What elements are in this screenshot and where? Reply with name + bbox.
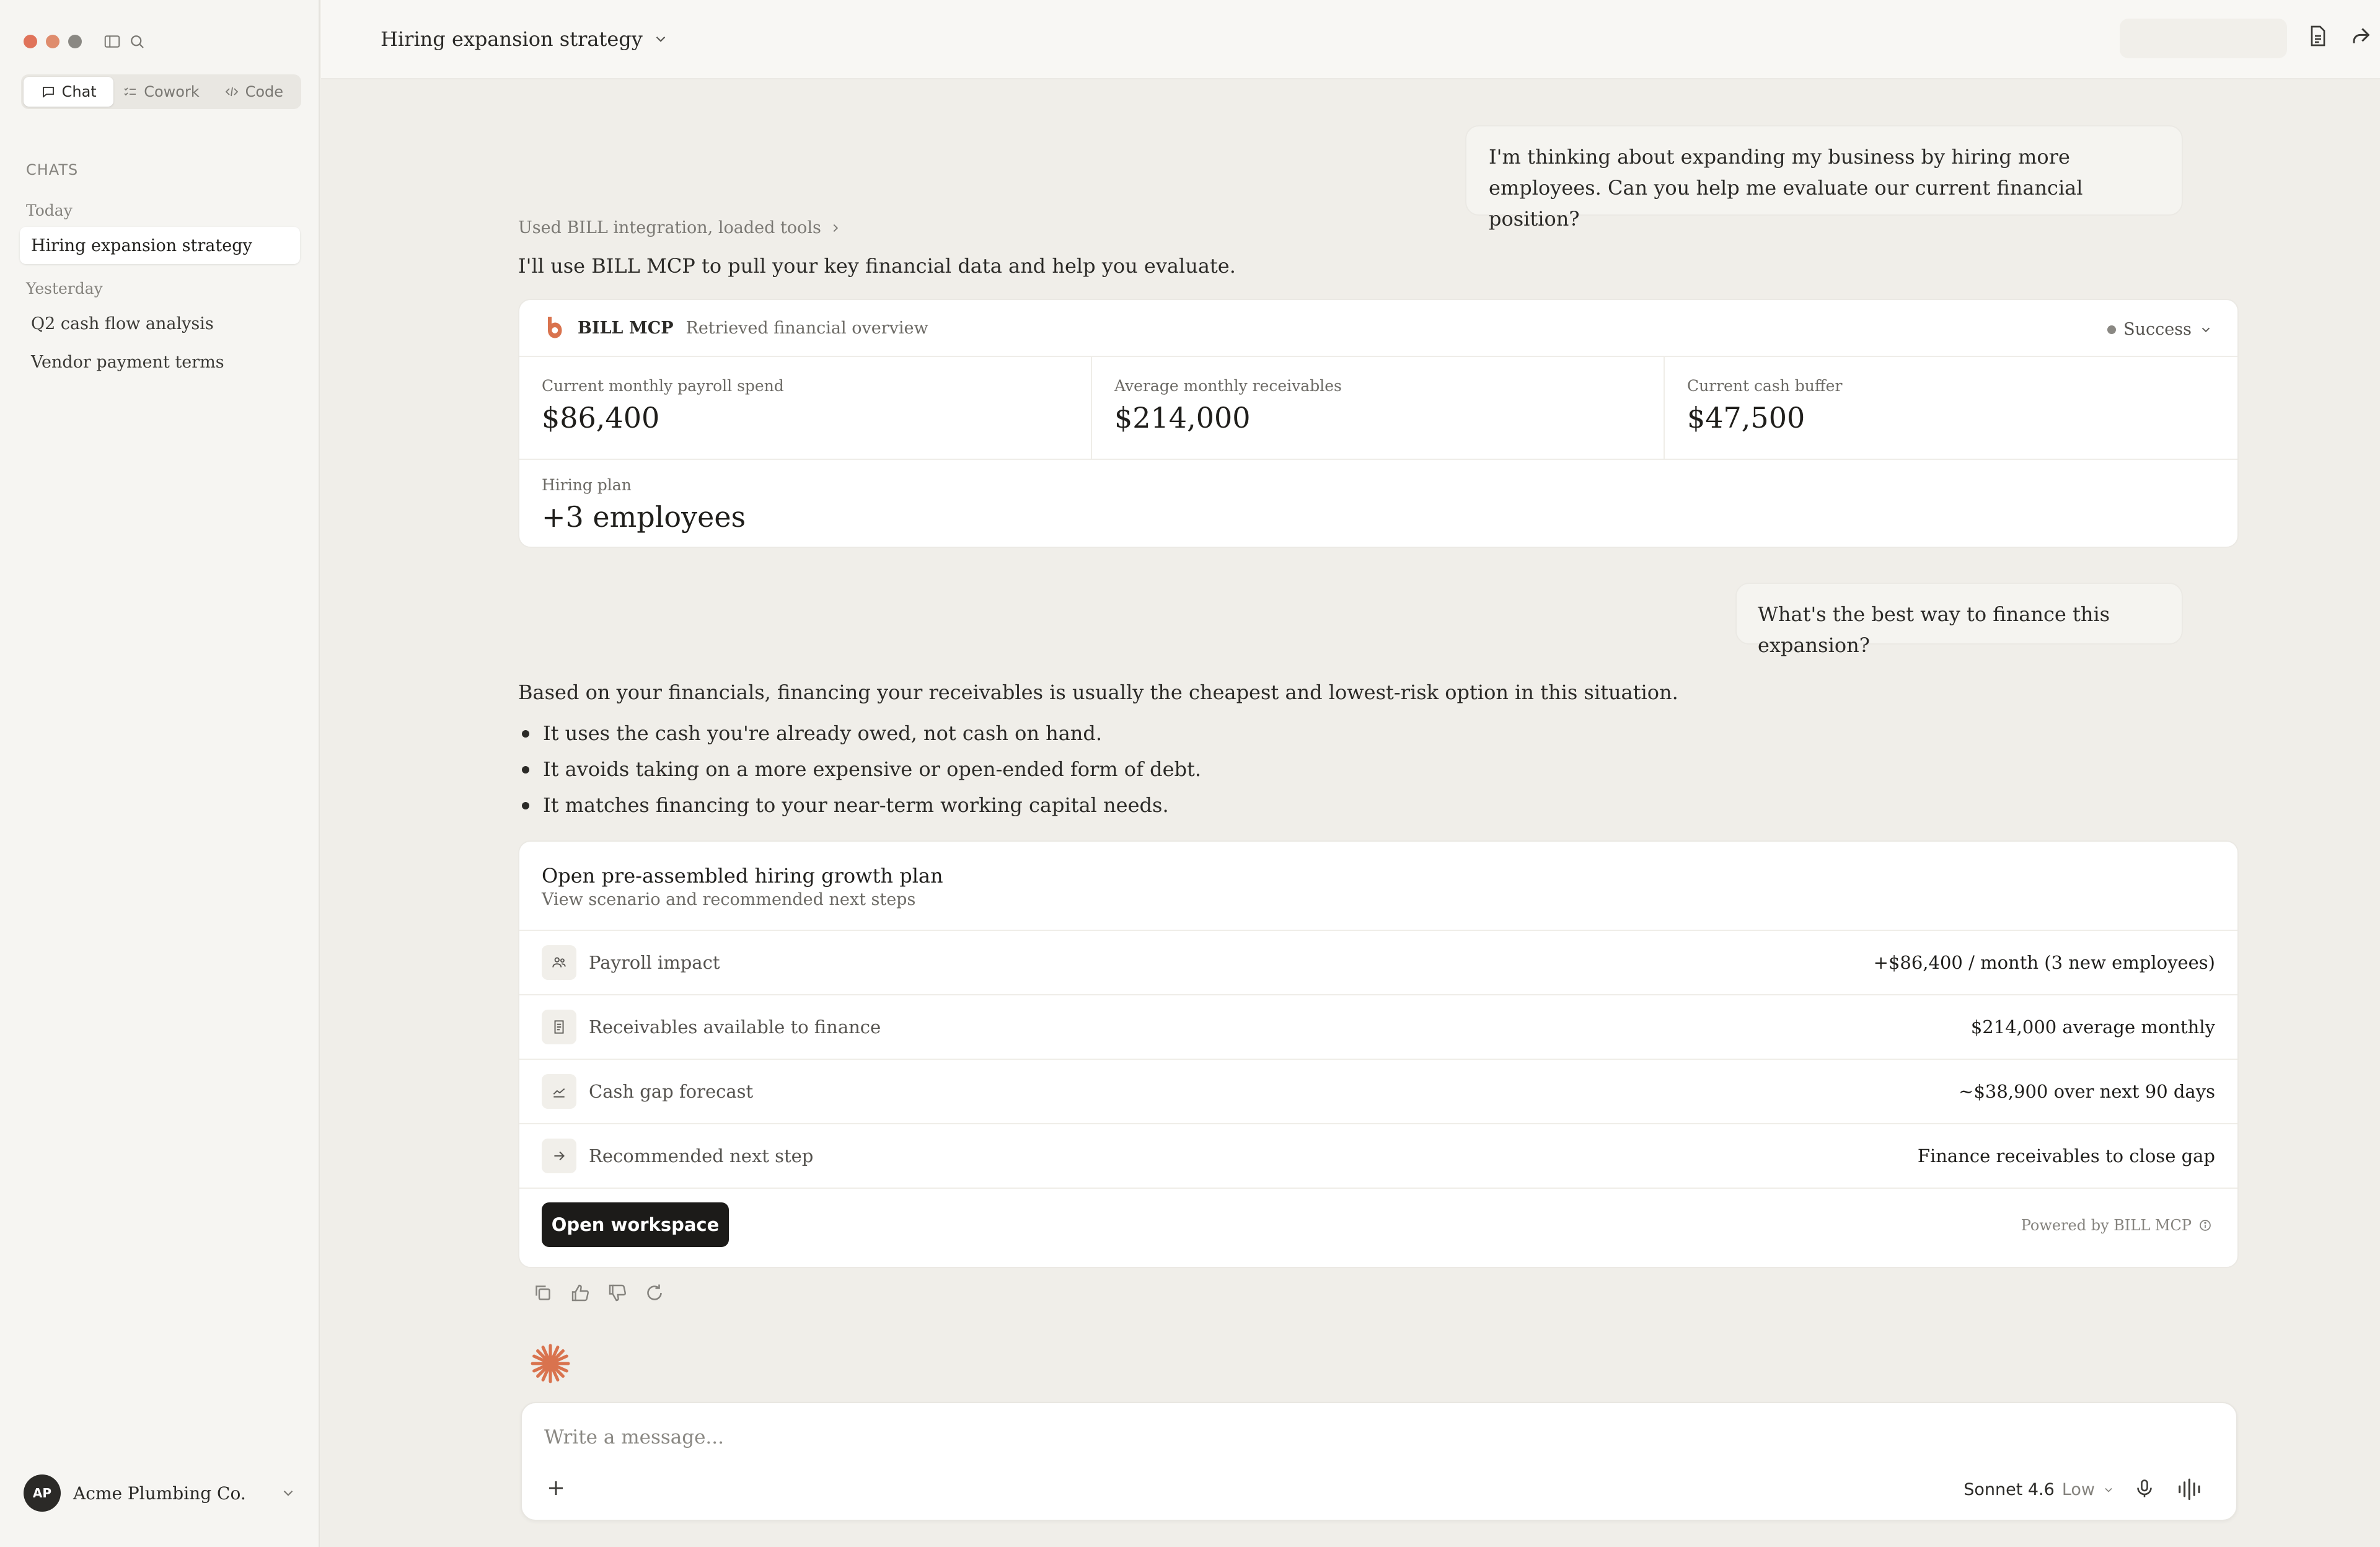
assistant-intro: I'll use BILL MCP to pull your key financial data and help you evaluate. <box>518 254 1236 278</box>
sidebar-chat-hiring-expansion[interactable] <box>20 227 300 264</box>
mcp-description: Retrieved financial overview <box>685 318 928 338</box>
divider <box>1664 357 1665 459</box>
metric-value: $47,500 <box>1687 401 1805 434</box>
sidebar <box>0 0 320 1547</box>
plan-row-receivables <box>519 994 2237 1059</box>
account-menu[interactable] <box>24 1474 296 1512</box>
top-bar-placeholder <box>2120 19 2287 58</box>
row-value: +$86,400 / month (3 new employees) <box>1873 952 2215 973</box>
search-icon[interactable] <box>128 32 146 51</box>
code-brackets-icon <box>224 84 239 99</box>
metric-label: Current monthly payroll spend <box>542 377 784 395</box>
chevron-down-icon <box>2199 323 2213 337</box>
retry-icon[interactable] <box>643 1282 666 1304</box>
top-bar <box>321 0 2380 79</box>
metric-hiring-plan <box>542 476 746 534</box>
message-input[interactable] <box>544 1422 1784 1453</box>
metric-receivables <box>1114 377 1342 434</box>
mode-chat-label: Chat <box>61 83 97 100</box>
trend-chart-icon <box>542 1074 576 1109</box>
sidebar-chat-q2-cash-flow[interactable] <box>20 305 300 342</box>
checklist-icon <box>123 84 138 99</box>
close-window-button[interactable] <box>24 35 37 48</box>
row-value: $214,000 average monthly <box>1970 1016 2215 1038</box>
model-name: Sonnet 4.6 <box>1963 1480 2055 1499</box>
chats-section-label: CHATS <box>26 161 79 178</box>
row-value: Finance receivables to close gap <box>1917 1145 2215 1166</box>
plan-row-cash-gap <box>519 1059 2237 1123</box>
people-icon <box>542 945 576 980</box>
tool-usage-text: Used BILL integration, loaded tools <box>518 218 821 237</box>
tool-usage-toggle[interactable] <box>518 218 842 237</box>
status-badge[interactable] <box>2107 320 2213 339</box>
conversation-title-menu[interactable] <box>381 27 669 51</box>
chevron-down-icon <box>280 1485 296 1501</box>
receipt-icon <box>542 1010 576 1044</box>
row-label: Receivables available to finance <box>589 1016 881 1038</box>
user-message <box>1735 583 2183 657</box>
powered-by-text: Powered by BILL MCP <box>2021 1217 2192 1234</box>
minimize-window-button[interactable] <box>46 35 60 48</box>
copy-icon[interactable] <box>532 1282 554 1304</box>
metric-payroll <box>542 377 784 434</box>
group-label-yesterday: Yesterday <box>26 280 103 298</box>
status-text: Success <box>2123 320 2192 339</box>
metric-label: Current cash buffer <box>1687 377 1843 395</box>
message-actions <box>532 1282 666 1304</box>
document-icon[interactable] <box>2306 24 2330 48</box>
chevron-down-icon <box>2102 1484 2115 1496</box>
assistant-reply: Based on your financials, financing your receivables is usually the cheapest and lowest-risk option in this situation. <box>518 681 1678 704</box>
model-selector[interactable] <box>1963 1480 2115 1499</box>
metric-value: $214,000 <box>1114 401 1251 434</box>
message-composer <box>521 1402 2237 1521</box>
powered-by <box>2021 1217 2213 1234</box>
mode-toggle <box>21 74 301 109</box>
window-controls <box>24 35 82 48</box>
arrow-right-icon <box>542 1139 576 1173</box>
microphone-icon[interactable] <box>2133 1478 2156 1500</box>
metric-cash-buffer <box>1687 377 1842 434</box>
account-name: Acme Plumbing Co. <box>73 1483 246 1504</box>
maximize-window-button[interactable] <box>68 35 82 48</box>
plan-row-payroll <box>519 930 2237 994</box>
thumbs-down-icon[interactable] <box>606 1282 628 1304</box>
user-message-text: I'm thinking about expanding my business by hiring more employees. Can you help me evaluate our current financial position? <box>1489 145 2083 231</box>
user-message-text: What's the best way to finance this expansion? <box>1758 602 2110 657</box>
chat-bubble-icon <box>41 84 56 99</box>
metric-label: Average monthly receivables <box>1114 377 1342 395</box>
row-label: Payroll impact <box>589 952 720 973</box>
effort-level: Low <box>2061 1480 2095 1499</box>
page-title: Hiring expansion strategy <box>381 27 643 51</box>
claude-spark-icon <box>529 1342 571 1385</box>
plus-icon[interactable] <box>544 1476 568 1500</box>
plan-subtitle: View scenario and recommended next steps <box>542 890 916 909</box>
sidebar-chat-label: Vendor payment terms <box>31 352 224 372</box>
bill-logo-icon <box>544 315 563 341</box>
metric-label: Hiring plan <box>542 476 632 494</box>
sidebar-toggle-icon[interactable] <box>103 32 121 51</box>
info-icon[interactable] <box>2198 1218 2213 1233</box>
plan-title: Open pre-assembled hiring growth plan <box>542 864 943 888</box>
share-icon[interactable] <box>2348 24 2373 48</box>
financial-overview-card <box>518 299 2239 548</box>
list-item: It avoids taking on a more expensive or open-ended form of debt. <box>543 757 1201 793</box>
avatar: AP <box>24 1474 61 1512</box>
row-label: Cash gap forecast <box>589 1081 754 1102</box>
divider <box>1091 357 1092 459</box>
list-item: It matches financing to your near-term working capital needs. <box>543 793 1201 829</box>
hiring-plan-card <box>518 840 2239 1268</box>
group-label-today: Today <box>26 201 73 219</box>
mode-code-label: Code <box>245 83 284 100</box>
mcp-source-name: BILL MCP <box>578 318 674 338</box>
mode-cowork-button[interactable] <box>116 77 206 107</box>
mode-code-button[interactable] <box>209 77 299 107</box>
card-header <box>519 300 2237 357</box>
open-workspace-button[interactable]: Open workspace <box>542 1202 729 1247</box>
divider <box>519 459 2237 460</box>
plan-row-next-step <box>519 1123 2237 1188</box>
chevron-down-icon <box>653 31 669 47</box>
user-message <box>1465 125 2183 231</box>
metric-value: +3 employees <box>542 500 746 534</box>
chevron-right-icon <box>829 221 842 235</box>
sidebar-chat-vendor-terms[interactable] <box>20 343 300 381</box>
sidebar-chat-label: Q2 cash flow analysis <box>31 314 214 333</box>
reasons-list <box>543 721 1201 829</box>
metric-value: $86,400 <box>542 401 660 434</box>
row-label: Recommended next step <box>589 1145 814 1166</box>
list-item: It uses the cash you're already owed, not cash on hand. <box>543 721 1201 757</box>
sidebar-chat-label: Hiring expansion strategy <box>31 236 252 255</box>
divider <box>519 1188 2237 1189</box>
voice-mode-icon[interactable] <box>2177 1478 2204 1500</box>
mode-chat-button[interactable] <box>24 77 113 107</box>
status-dot-icon <box>2107 325 2116 334</box>
row-value: ~$38,900 over next 90 days <box>1959 1081 2215 1102</box>
thumbs-up-icon[interactable] <box>569 1282 591 1304</box>
mode-cowork-label: Cowork <box>144 83 200 100</box>
